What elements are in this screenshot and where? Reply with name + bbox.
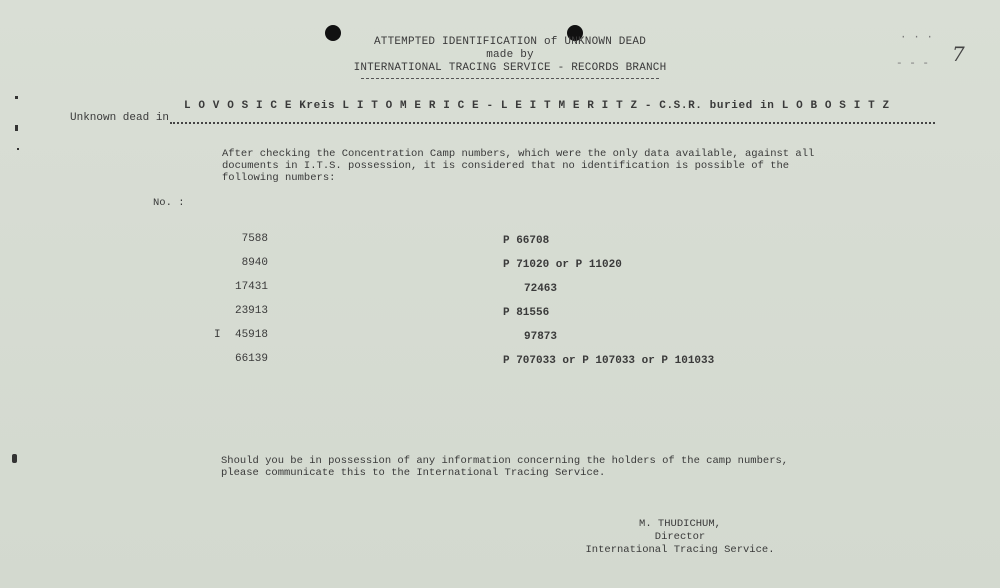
camp-number-left: 23913 xyxy=(234,305,268,317)
signature-name: M. THUDICHUM, xyxy=(639,518,721,530)
margin-dash-mark: · · · xyxy=(900,32,934,44)
unknown-dead-row xyxy=(70,100,940,128)
camp-number-right: 72463 xyxy=(524,283,558,295)
header-title: ATTEMPTED IDENTIFICATION of UNKNOWN DEAD xyxy=(373,36,647,48)
camp-number-left: 66139 xyxy=(234,353,268,365)
camp-number-left: 17431 xyxy=(234,281,268,293)
closing-paragraph xyxy=(221,455,821,479)
header-made-by: made by xyxy=(486,49,534,61)
document-header xyxy=(320,36,700,79)
signature-organization: International Tracing Service. xyxy=(585,544,775,556)
camp-number-right: P 707033 or P 107033 or P 101033 xyxy=(503,355,715,367)
signature-title: Director xyxy=(654,531,706,543)
camp-number-left: 45918 xyxy=(234,329,268,341)
camp-number-left: 7588 xyxy=(241,233,268,245)
header-underline xyxy=(361,78,659,79)
camp-number-right: P 71020 or P 11020 xyxy=(503,259,622,271)
margin-dash-mark: - - - xyxy=(896,58,930,70)
camp-number-left: 8940 xyxy=(241,257,268,269)
camp-number-right: P 66708 xyxy=(503,235,550,247)
margin-mark xyxy=(17,148,19,150)
margin-mark xyxy=(12,454,17,463)
camp-number-right: P 81556 xyxy=(503,307,550,319)
unknown-dead-place: L O V O S I C E Kreis L I T O M E R I C E - L E I T M E R I T Z - C.S.R. buried in L O B O S I T Z xyxy=(184,100,890,112)
intro-paragraph xyxy=(222,148,862,184)
signature-block xyxy=(560,518,800,557)
intro-text: After checking the Concentration Camp numbers, which were the only data available, against all documents in I.T.S. possession, it is considered that no identification is possible of the following numbers: xyxy=(222,148,815,184)
page-number: 7 xyxy=(952,42,965,66)
header-organization: INTERNATIONAL TRACING SERVICE - RECORDS BRANCH xyxy=(353,62,667,74)
dotted-fill-line xyxy=(170,122,935,124)
camp-number-right: 97873 xyxy=(524,331,558,343)
margin-mark xyxy=(15,96,18,99)
closing-text: Should you be in possession of any information concerning the holders of the camp numbers, please communicate this to the International Tracing Service. xyxy=(221,455,789,479)
camp-number-prefix: I xyxy=(214,329,221,341)
numbers-label: No. : xyxy=(153,197,185,209)
margin-mark xyxy=(15,125,18,131)
unknown-dead-label: Unknown dead in xyxy=(70,112,170,124)
